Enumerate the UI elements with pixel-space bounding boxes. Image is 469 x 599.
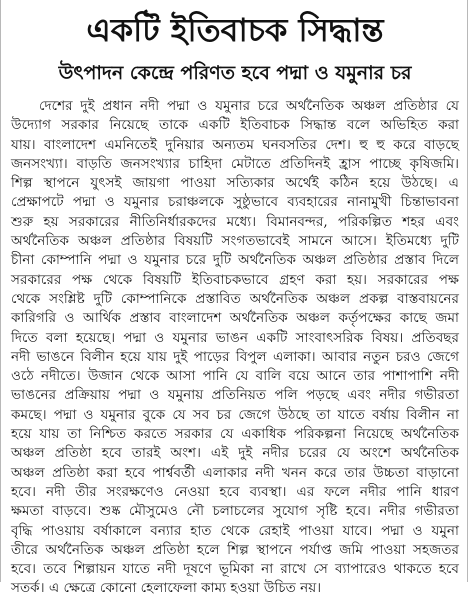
article-line: কারিগরি ও আর্থিক প্রস্তাব বাংলাদেশ অর্থনৈতিক অঞ্চল কর্তৃপক্ষের কাছে জমা [11, 310, 459, 327]
article-line: অঞ্চল প্রতিষ্ঠা করা হবে পার্শ্ববর্তী এলাকার নদী খনন করে তার উচ্চতা বাড়ানো [11, 464, 459, 481]
article-line: অর্থনৈতিক অঞ্চল প্রতিষ্ঠার বিষয়টি সংগতভাবেই সামনে আসে। ইতিমধ্যে দুটি [11, 233, 459, 250]
article-line: হবে। নদী তীর সংরক্ষণেও নেওয়া হবে ব্যবস্থা। এর ফলে নদীর পানি ধারণ [11, 483, 459, 500]
article-line: যায়। বাংলাদেশ এমনিতেই দুনিয়ার অন্যতম ঘনবসতির দেশ। হু হু করে বাড়ছে [11, 136, 459, 153]
article-line: সতর্ক। এ ক্ষেত্রে কোনো হেলাফেলা কাম্য হওয়া উচিত নয়। [11, 580, 322, 597]
article-line: জনসংখ্যা। বাড়তি জনসংখ্যার চাহিদা মেটাতে প্রতিদিনই হ্রাস পাচ্ছে কৃষিজমি। [11, 155, 459, 172]
article-line: তীরে অর্থনৈতিক অঞ্চল প্রতিষ্ঠা হলে শিল্প স্থাপনে পর্যাপ্ত জমি পাওয়া সহজতর [11, 541, 459, 558]
article-line: ক্ষমতা বাড়বে। শুষ্ক মৌসুমেও নৌ চলাচলের সুযোগ সৃষ্টি হবে। নদীর গভীরতা [11, 503, 459, 520]
article-line: নদী ভাঙনে বিলীন হয়ে যায় দুই পাড়ের বিপুল এলাকা। আবার নতুন চরও জেগে [11, 348, 459, 365]
article-line: ওঠে নদীতে। উজান থেকে আসা পানি যে বালি বয়ে আনে তার পাশাপাশি নদী [11, 368, 459, 385]
article-line: হবে। তবে শিল্পায়ন যাতে নদী দূষণে ভূমিকা না রাখে সে ব্যাপারেও থাকতে হবে [11, 561, 459, 578]
article-line: দেশের দুই প্রধান নদী পদ্মা ও যমুনার চরে অর্থনৈতিক অঞ্চল প্রতিষ্ঠার যে [39, 98, 459, 114]
article-line: প্রেক্ষাপটে পদ্মা ও যমুনার চরাঞ্চলকে সুষ্ঠুভাবে ব্যবহারের নানামুখী চিন্তাভাবনা [11, 194, 459, 211]
article-line: দিতে বলা হয়েছে। পদ্মা ও যমুনার ভাঙন একটি সাংবাৎসরিক বিষয়। প্রতিবছর [11, 329, 459, 346]
article-line: ভাঙনের প্রক্রিয়ায় পদ্মা ও যমুনায় প্রতিনিয়ত পলি পড়ছে এবং নদীর গভীরতা [11, 387, 459, 404]
article-line: চীনা কোম্পানি পদ্মা ও যমুনার চরে দুটি অর্থনৈতিক অঞ্চল প্রতিষ্ঠার প্রস্তাব দিলে [11, 252, 459, 269]
article-line: হয়ে যায় তা নিশ্চিত করতে সরকার যে একাধিক পরিকল্পনা নিয়েছে অর্থনৈতিক [11, 426, 459, 443]
article-line: উদ্যোগ সরকার নিয়েছে তাকে একটি ইতিবাচক সিদ্ধান্ত বলে অভিহিত করা [11, 117, 459, 134]
article-line: অঞ্চল প্রতিষ্ঠা হবে তারই অংশ। এই দুই নদীর চরের যে অংশে অর্থনৈতিক [11, 445, 459, 462]
article-headline: একটি ইতিবাচক সিদ্ধান্ত [86, 11, 384, 49]
article-body [11, 97, 459, 599]
article-subheadline: উৎপাদন কেন্দ্রে পরিণত হবে পদ্মা ও যমুনার চর [58, 62, 412, 84]
article-line: কমছে। পদ্মা ও যমুনার বুকে যে সব চর জেগে উঠছে তা যাতে বর্ষায় বিলীন না [11, 406, 459, 423]
article-line: শিল্প স্থাপনে যুৎসই জায়গা পাওয়া সত্যিকার অর্থেই কঠিন হয়ে উঠছে। এ [11, 175, 459, 192]
article-line: থেকে সংশ্লিষ্ট দুটি কোম্পানিকে প্রস্তাবিত অর্থনৈতিক অঞ্চল প্রকল্প বাস্তবায়নের [11, 290, 459, 307]
article-line: সরকারের পক্ষ থেকে বিষয়টি ইতিবাচকভাবে গ্রহণ করা হয়। সরকারের পক্ষ [11, 271, 459, 288]
article-line: শুরু হয় সরকারের নীতিনির্ধারকদের মধ্যে। বিমানবন্দর, পরিকল্পিত শহর এবং [11, 213, 459, 230]
article-line: বৃদ্ধি পাওয়ায় বর্ষাকালে বন্যার হাত থেকে রেহাই পাওয়া যাবে। পদ্মা ও যমুনা [11, 522, 459, 539]
